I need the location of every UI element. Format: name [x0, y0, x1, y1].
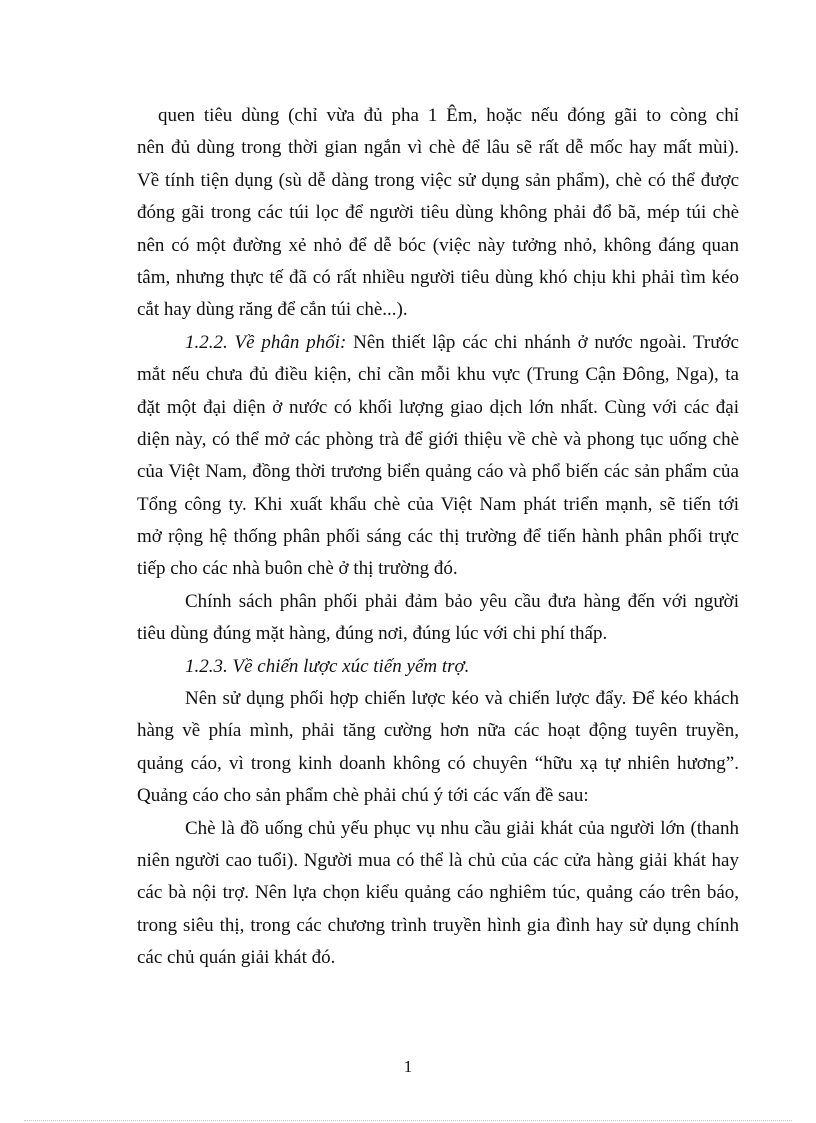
paragraph-line: tâm, nhưng thực tế đã có rất nhiều người tiêu dùng khó chịu khi phải tìm kéo — [137, 266, 739, 288]
paragraph-line: niên người cao tuổi). Người mua có thể là chủ của các cửa hàng giải khát hay — [137, 849, 739, 871]
paragraph-line: mắt nếu chưa đủ điều kiện, chỉ cần mỗi khu vực (Trung Cận Đông, Nga), ta — [137, 364, 739, 386]
body-text — [137, 100, 739, 975]
paragraph-line: Chính sách phân phối phải đảm bảo yêu cầu đưa hàng đến với người — [185, 590, 739, 612]
paragraph-line: quen tiêu dùng (chỉ vừa đủ pha 1 Êm, hoặc nếu đóng gãi to còng chỉ — [158, 105, 739, 126]
paragraph-line: nên đủ dùng trong thời gian ngắn vì chè để lâu sẽ rất dễ mốc hay mất mùi). — [137, 137, 739, 159]
paragraph-line: Chè là đồ uống chủ yếu phục vụ nhu cầu giải khát của người lớn (thanh — [185, 817, 739, 839]
paragraph-line: tiêu dùng đúng mặt hàng, đúng nơi, đúng lúc với chi phí thấp. — [137, 623, 608, 645]
paragraph-line: nên có một đường xẻ nhỏ để dễ bóc (việc này tưởng nhỏ, không đáng quan — [137, 234, 739, 256]
paragraph-line: Về tính tiện dụng (sù dễ dàng trong việc sử dụng sản phẩm), chè có thể được — [137, 169, 739, 191]
section-heading-line — [137, 327, 739, 359]
paragraph-line: Tổng công ty. Khi xuất khẩu chè của Việt Nam phát triển mạnh, sẽ tiến tới — [137, 493, 739, 515]
paragraph-text: Nên thiết lập các chi nhánh ở nước ngoài. Trước — [346, 331, 739, 353]
section-heading: 1.2.2. Về phân phối: — [185, 331, 347, 353]
paragraph-line: đóng gãi trong các túi lọc để người tiêu dùng không phải đổ bã, mép túi chè — [137, 202, 739, 224]
paragraph-line: mở rộng hệ thống phân phối sáng các thị trường để tiến hành phân phối trực — [137, 526, 739, 548]
paragraph-line: các chủ quán giải khát đó. — [137, 947, 336, 969]
paragraph-line: trong siêu thị, trong các chương trình truyền hình gia đình hay sử dụng chính — [137, 914, 739, 936]
paragraph-line: cắt hay dùng răng để cắn túi chè...). — [137, 299, 408, 321]
paragraph-line: các bà nội trợ. Nên lựa chọn kiểu quảng cáo nghiêm túc, quảng cáo trên báo, — [137, 882, 739, 904]
paragraph-line: Nên sử dụng phối hợp chiến lược kéo và chiến lược đẩy. Để kéo khách — [185, 688, 739, 710]
paragraph-line: tiếp cho các nhà buôn chè ở thị trường đó. — [137, 558, 458, 580]
paragraph-line: diện này, có thể mở các phòng trà để giới thiệu về chè và phong tục uống chè — [137, 428, 739, 450]
paragraph-line: đặt một đại diện ở nước có khối lượng giao dịch lớn nhất. Cùng với các đại — [137, 396, 739, 418]
paragraph-line: Quảng cáo cho sản phẩm chè phải chú ý tới các vấn đề sau: — [137, 785, 589, 807]
paragraph-line: của Việt Nam, đồng thời trương biển quảng cáo và phổ biến các sản phẩm của — [137, 461, 739, 483]
page-number: 1 — [403, 1057, 413, 1076]
section-heading: 1.2.3. Về chiến lược xúc tiến yểm trợ. — [185, 655, 470, 677]
page-bottom-rule — [24, 1120, 792, 1121]
paragraph-line: quảng cáo, vì trong kinh doanh không có chuyên “hữu xạ tự nhiên hương”. — [137, 752, 739, 774]
paragraph-line: hàng về phía mình, phải tăng cường hơn nữa các hoạt động tuyên truyền, — [137, 720, 739, 742]
